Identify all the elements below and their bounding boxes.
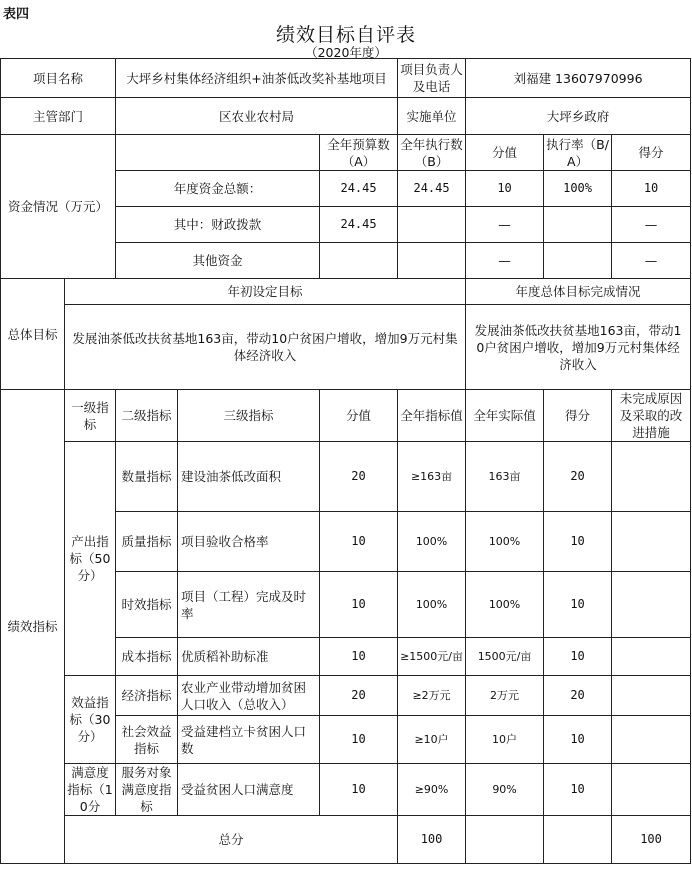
funds-header-rate: 执行率（B/A） <box>544 135 612 171</box>
table-row <box>1 764 691 816</box>
level3-cell: 受益贫困人口满意度 <box>178 764 320 816</box>
funds-header-blank <box>116 135 320 171</box>
project-name-value: 大坪乡村集体经济组织+油茶低改奖补基地项目 <box>116 59 398 98</box>
reason-cell <box>612 638 691 676</box>
total-target <box>466 816 544 864</box>
level1-benefit: 效益指标（30分） <box>65 676 116 764</box>
overall-completion-header: 年度总体目标完成情况 <box>466 279 691 305</box>
reason-cell <box>612 676 691 716</box>
actual-cell: 163亩 <box>466 442 544 512</box>
score-cell: 20 <box>544 676 612 716</box>
actual-cell: 10户 <box>466 716 544 764</box>
perf-header-level2: 二级指标 <box>116 390 178 442</box>
table-row <box>1 442 691 512</box>
perf-header-level1: 一级指标 <box>65 390 116 442</box>
score-cell: 20 <box>544 442 612 512</box>
target-cell: 100% <box>398 572 466 638</box>
funds-executed-cell <box>398 243 466 279</box>
funds-executed-cell: 24.45 <box>398 171 466 207</box>
overall-initial-header: 年初设定目标 <box>65 279 466 305</box>
score-cell: 10 <box>544 764 612 816</box>
target-cell: ≥163亩 <box>398 442 466 512</box>
level2-cell: 数量指标 <box>116 442 178 512</box>
table-number-label: 表四 <box>3 7 30 22</box>
total-row <box>1 816 691 864</box>
target-cell: ≥1500元/亩 <box>398 638 466 676</box>
overall-completion-text: 发展油茶低改扶贫基地163亩，带动10户贫困户增收，增加9万元村集体经济收入 <box>466 305 691 390</box>
target-cell: ≥10户 <box>398 716 466 764</box>
score-cell: 10 <box>544 512 612 572</box>
funds-rate-cell <box>544 207 612 243</box>
level3-cell: 受益建档立卡贫困人口数 <box>178 716 320 764</box>
level3-cell: 项目验收合格率 <box>178 512 320 572</box>
funds-score-value-cell: — <box>466 207 544 243</box>
level2-cell: 时效指标 <box>116 572 178 638</box>
level3-cell: 项目（工程）完成及时率 <box>178 572 320 638</box>
score-value-cell: 10 <box>320 716 398 764</box>
total-actual <box>544 816 612 864</box>
funds-rate-cell <box>544 243 612 279</box>
dept-label: 主管部门 <box>1 98 116 135</box>
level2-cell: 成本指标 <box>116 638 178 676</box>
unit-label: 实施单位 <box>398 98 466 135</box>
project-name-label: 项目名称 <box>1 59 116 98</box>
project-owner-label: 项目负责人及电话 <box>398 59 466 98</box>
funds-header-executed: 全年执行数（B） <box>398 135 466 171</box>
project-owner-value: 刘福建 13607970996 <box>466 59 691 98</box>
total-label: 总分 <box>65 816 398 864</box>
unit-value: 大坪乡政府 <box>466 98 691 135</box>
perf-header-level3: 三级指标 <box>178 390 320 442</box>
score-cell: 10 <box>544 716 612 764</box>
perf-header-score-value: 分值 <box>320 390 398 442</box>
funds-score-cell: — <box>612 243 691 279</box>
reason-cell <box>612 572 691 638</box>
level2-cell: 经济指标 <box>116 676 178 716</box>
funds-score-value-cell: — <box>466 243 544 279</box>
level3-cell: 优质稻补助标准 <box>178 638 320 676</box>
perf-header-actual: 全年实际值 <box>466 390 544 442</box>
reason-cell <box>612 512 691 572</box>
funds-row-label: 年度资金总额： <box>116 171 320 207</box>
year-subtitle: （2020年度） <box>305 45 387 60</box>
funds-section-label: 资金情况（万元） <box>1 135 116 279</box>
funds-rate-cell: 100% <box>544 171 612 207</box>
overall-initial-text: 发展油茶低改扶贫基地163亩，带动10户贫困户增收，增加9万元村集体经济收入 <box>65 305 466 390</box>
total-score-value: 100 <box>398 816 466 864</box>
actual-cell: 1500元/亩 <box>466 638 544 676</box>
funds-score-value-cell: 10 <box>466 171 544 207</box>
level2-cell: 服务对象满意度指标 <box>116 764 178 816</box>
reason-cell <box>612 716 691 764</box>
level3-cell: 农业产业带动增加贫困人口收入（总收入） <box>178 676 320 716</box>
level3-cell: 建设油茶低改面积 <box>178 442 320 512</box>
score-cell: 10 <box>544 572 612 638</box>
target-cell: ≥2万元 <box>398 676 466 716</box>
overall-section-label: 总体目标 <box>1 279 65 390</box>
reason-cell <box>612 442 691 512</box>
score-value-cell: 20 <box>320 442 398 512</box>
funds-score-cell: 10 <box>612 171 691 207</box>
perf-header-score: 得分 <box>544 390 612 442</box>
actual-cell: 100% <box>466 572 544 638</box>
funds-row-label: 其他资金 <box>116 243 320 279</box>
reason-cell <box>612 764 691 816</box>
dept-value: 区农业农村局 <box>116 98 398 135</box>
performance-section-label: 绩效指标 <box>1 390 65 864</box>
actual-cell: 90% <box>466 764 544 816</box>
score-value-cell: 10 <box>320 512 398 572</box>
funds-budget-cell <box>320 243 398 279</box>
score-value-cell: 10 <box>320 638 398 676</box>
level2-cell: 社会效益指标 <box>116 716 178 764</box>
funds-budget-cell: 24.45 <box>320 207 398 243</box>
target-cell: 100% <box>398 512 466 572</box>
funds-score-cell: — <box>612 207 691 243</box>
evaluation-table <box>0 58 691 864</box>
score-value-cell: 10 <box>320 764 398 816</box>
perf-header-target: 全年指标值 <box>398 390 466 442</box>
funds-header-score-value: 分值 <box>466 135 544 171</box>
score-cell: 10 <box>544 638 612 676</box>
perf-header-reason: 未完成原因及采取的改进措施 <box>612 390 691 442</box>
funds-row-label: 其中：财政拨款 <box>116 207 320 243</box>
level1-satisfaction: 满意度指标（10分 <box>65 764 116 816</box>
target-cell: ≥90% <box>398 764 466 816</box>
funds-header-score: 得分 <box>612 135 691 171</box>
funds-header-budget: 全年预算数（A） <box>320 135 398 171</box>
score-value-cell: 20 <box>320 676 398 716</box>
actual-cell: 2万元 <box>466 676 544 716</box>
actual-cell: 100% <box>466 512 544 572</box>
level1-output: 产出指标（50分） <box>65 442 116 676</box>
level2-cell: 质量指标 <box>116 512 178 572</box>
table-row <box>1 676 691 716</box>
page-title: 绩效目标自评表 <box>275 24 416 46</box>
total-score: 100 <box>612 816 691 864</box>
funds-budget-cell: 24.45 <box>320 171 398 207</box>
score-value-cell: 10 <box>320 572 398 638</box>
funds-executed-cell <box>398 207 466 243</box>
